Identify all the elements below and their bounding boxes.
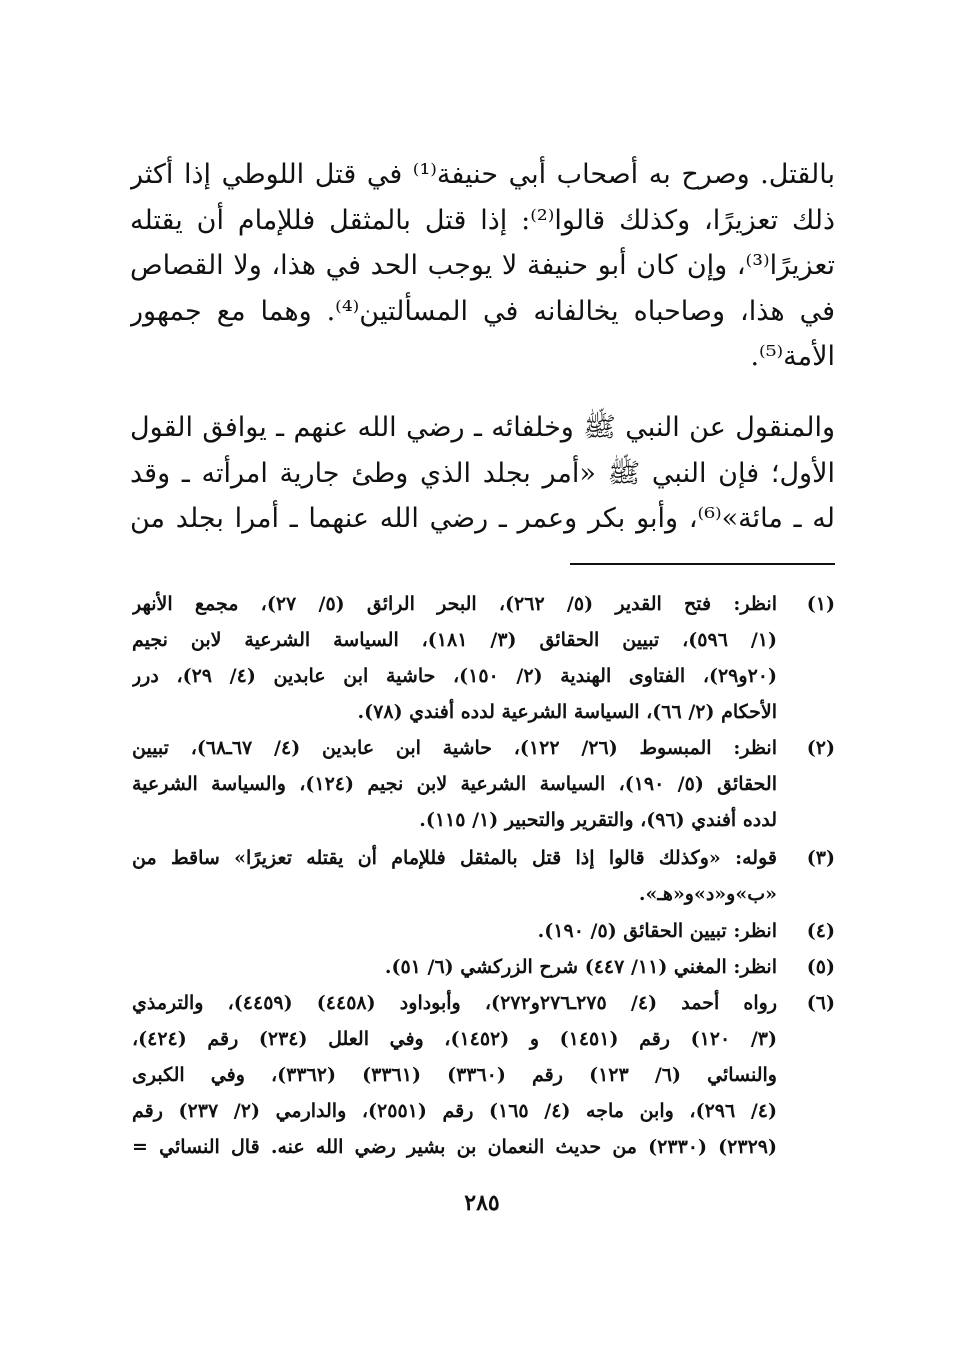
footnote-line: رواه أحمد (٤/ ٢٧٥ـ٢٧٦و٢٧٢)، وأبوداود (٤٤٥٨) (٤٤٥٩)، والترمذي [132, 992, 777, 1014]
paragraph-1 [130, 152, 835, 380]
text-line: الأول؛ فإن النبي ﷺ «أمر بجلد الذي وطئ جارية امرأته ـ وقد [130, 457, 835, 489]
text-line: والمنقول عن النبي ﷺ وخلفائه ـ رضي الله عنهم ـ يوافق القول [130, 412, 835, 443]
page-number: ٢٨٥ [464, 1190, 500, 1216]
footnote-number: (٣) [806, 847, 835, 869]
footnote-line: (٣/ ١٢٠) رقم (١٤٥١) و (١٤٥٢)، وفي العلل (٢٣٤) رقم (٤٢٤)، [132, 1028, 777, 1050]
footnote-line: انظر: المبسوط (٢٦/ ١٢٢)، حاشية ابن عابدين (٤/ ٦٧ـ٦٨)، تبيين [132, 737, 777, 759]
footnote-separator [570, 563, 835, 565]
footnote-text [132, 913, 777, 949]
footnote-number: (٦) [806, 992, 835, 1014]
footnote-text [132, 730, 777, 838]
text-line: في هذا، وصاحباه يخالفانه في المسألتين⁽⁴⁾. وهما مع جمهور [130, 295, 835, 327]
footnote-line: الحقائق (٥/ ١٩٠)، السياسة الشرعية لابن نجيم (١٢٤)، والسياسة الشرعية [132, 773, 777, 795]
footnote-line: (٢٠و٢٩)، الفتاوى الهندية (٢/ ١٥٠)، حاشية ابن عابدين (٤/ ٢٩)، درر [132, 665, 777, 687]
paragraph-2 [130, 405, 835, 542]
text-line: الأمة⁽⁵⁾. [750, 341, 835, 372]
footnote-line: والنسائي (٦/ ١٢٣) رقم (٣٣٦٠) (٣٣٦١) (٣٣٦٢)، وفي الكبرى [132, 1064, 777, 1086]
footnote-number: (٥) [806, 956, 835, 978]
footnote-number: (٢) [806, 737, 835, 759]
text-line: تعزيرًا⁽³⁾، وإن كان أبو حنيفة لا يوجب الحد في هذا، ولا القصاص [130, 250, 835, 281]
text-line: ذلك تعزيرًا، وكذلك قالوا⁽²⁾: إذا قتل بالمثقل فللإمام أن يقتله [130, 204, 835, 236]
footnote-line: الأحكام (٢/ ٦٦)، السياسة الشرعية لدده أفندي (٧٨). [357, 701, 777, 723]
footnote-line: (١/ ٥٩٦)، تبيين الحقائق (٣/ ١٨١)، السياسة الشرعية لابن نجيم [132, 629, 777, 651]
footnote-line: (٢٣٢٩) (٢٣٣٠) من حديث النعمان بن بشير رضي الله عنه. قال النسائي = [132, 1136, 777, 1158]
footnote-line: انظر: فتح القدير (٥/ ٢٦٢)، البحر الرائق (٥/ ٢٧)، مجمع الأنهر [132, 593, 777, 615]
footnote-text [132, 985, 777, 1165]
text-line: له ـ مائة»⁽⁶⁾، وأبو بكر وعمر ـ رضي الله عنهما ـ أمرا بجلد من [130, 503, 835, 534]
footnote-number: (٤) [806, 920, 835, 942]
footnote-number: (١) [806, 593, 835, 615]
footnote-line: انظر: المغني (١١/ ٤٤٧) شرح الزركشي (٦/ ٥١). [384, 956, 777, 978]
footnote-text [132, 840, 777, 912]
footnote-line: «ب»و«د»و«هـ». [638, 883, 777, 905]
footnote-text [132, 949, 777, 985]
footnote-text [132, 586, 777, 730]
footnote-line: انظر: تبيين الحقائق (٥/ ١٩٠). [537, 920, 777, 942]
footnote-line: قوله: «وكذلك قالوا إذا قتل بالمثقل فللإمام أن يقتله تعزيرًا» ساقط من [132, 847, 777, 869]
text-line: بالقتل. وصرح به أصحاب أبي حنيفة⁽¹⁾ في قتل اللوطي إذا أكثر [130, 159, 835, 190]
footnote-line: (٤/ ٢٩٦)، وابن ماجه (٤/ ١٦٥) رقم (٢٥٥١)، والدارمي (٢/ ٢٣٧) رقم [132, 1100, 777, 1122]
footnote-line: لدده أفندي (٩٦)، والتقرير والتحبير (١/ ١١٥). [419, 809, 777, 831]
